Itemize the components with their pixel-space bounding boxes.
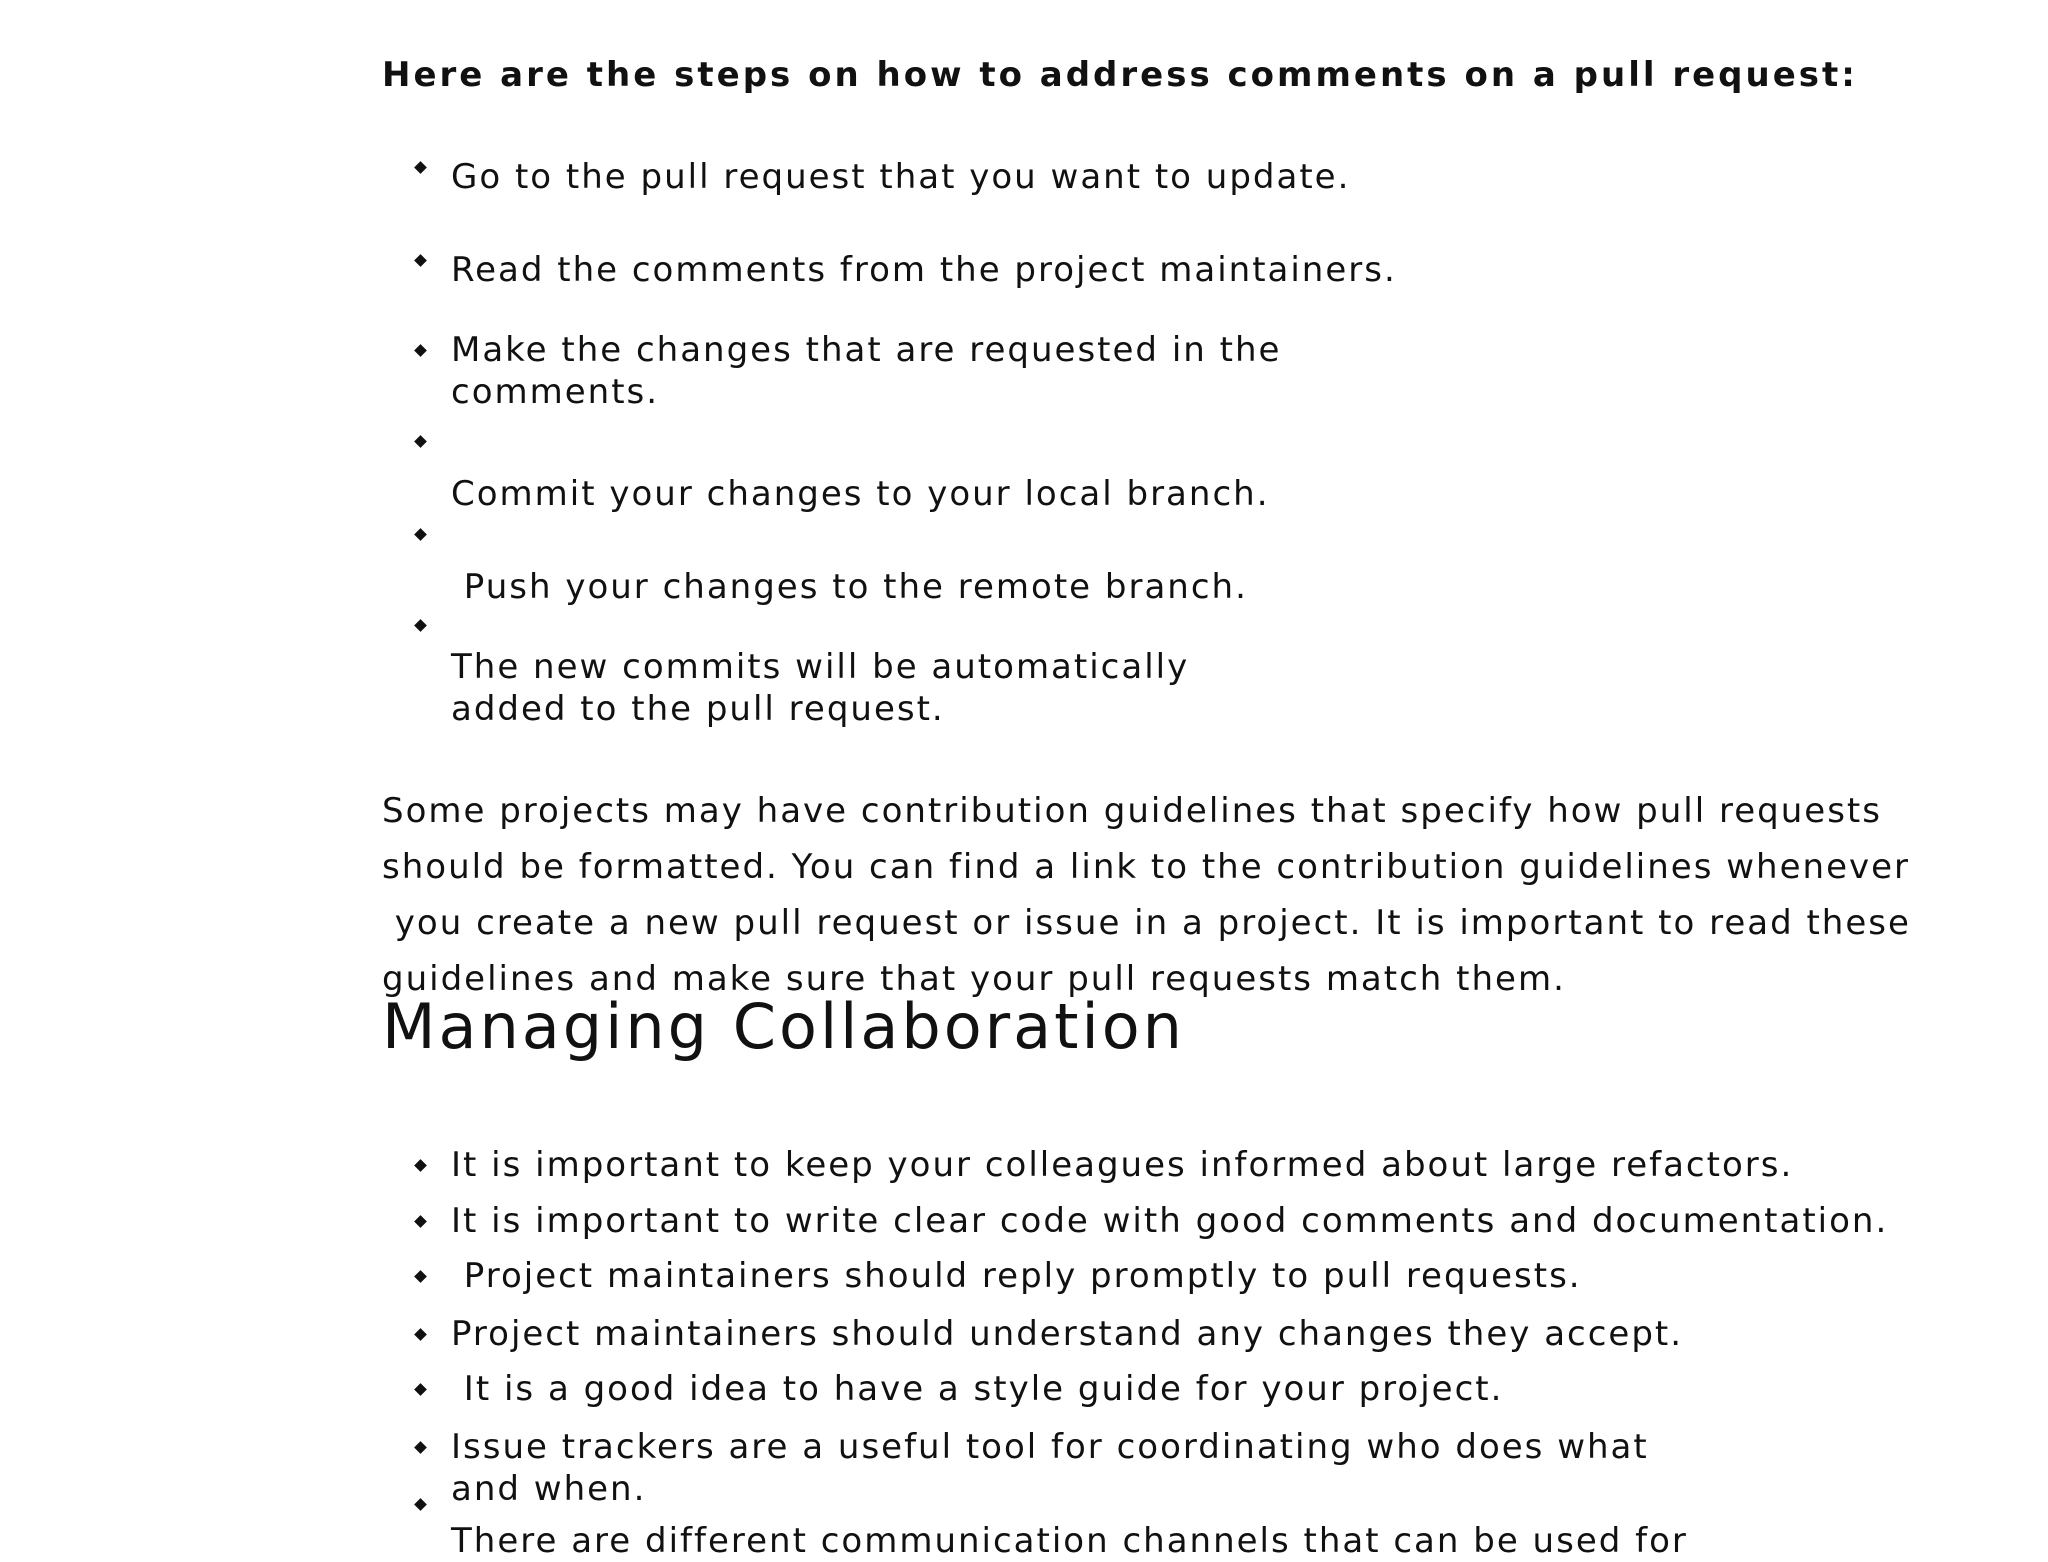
bullet-icon — [414, 1270, 427, 1283]
section-heading: Managing Collaboration — [382, 990, 1185, 1063]
bullet-icon — [414, 1498, 427, 1511]
bullet-icon — [414, 1159, 427, 1172]
bullet-icon — [414, 1328, 427, 1341]
guidelines-paragraph: Some projects may have contribution guidelines that specify how pull requests should be formatted. You can find a link to the contribution guidelines whenever you create a new pull request or issue in a project. It is important to read these guidelines and make sure that your pull requests match them. — [382, 791, 1911, 999]
list-item: It is important to write clear code with good comments and documentation. — [451, 1201, 1889, 1241]
list-item: The new commits will be automatically added to the pull request. — [451, 647, 1190, 729]
bullet-icon — [414, 435, 427, 448]
list-item: Project maintainers should reply promptly to pull requests. — [451, 1256, 1582, 1296]
bullet-icon — [414, 1215, 427, 1228]
bullet-icon — [414, 1383, 427, 1396]
list-item: There are different communication channels that can be used for — [451, 1521, 1688, 1561]
list-item: Project maintainers should understand any changes they accept. — [451, 1314, 1684, 1354]
list-item: Commit your changes to your local branch. — [451, 474, 1270, 514]
bullet-icon — [414, 619, 427, 632]
list-item: Read the comments from the project maintainers. — [451, 250, 1397, 290]
list-item: Issue trackers are a useful tool for coordinating who does what and when. — [451, 1427, 1649, 1509]
bullet-icon — [414, 161, 427, 174]
intro-heading: Here are the steps on how to address comments on a pull request: — [382, 55, 1858, 95]
list-item: It is important to keep your colleagues informed about large refactors. — [451, 1145, 1794, 1185]
list-item: It is a good idea to have a style guide for your project. — [451, 1369, 1504, 1409]
list-item: Push your changes to the remote branch. — [451, 567, 1248, 607]
bullet-icon — [414, 528, 427, 541]
bullet-icon — [414, 254, 427, 267]
list-item: Make the changes that are requested in the comments. — [451, 330, 1282, 412]
list-item: Go to the pull request that you want to update. — [451, 157, 1351, 197]
bullet-icon — [414, 1441, 427, 1454]
bullet-icon — [414, 344, 427, 357]
